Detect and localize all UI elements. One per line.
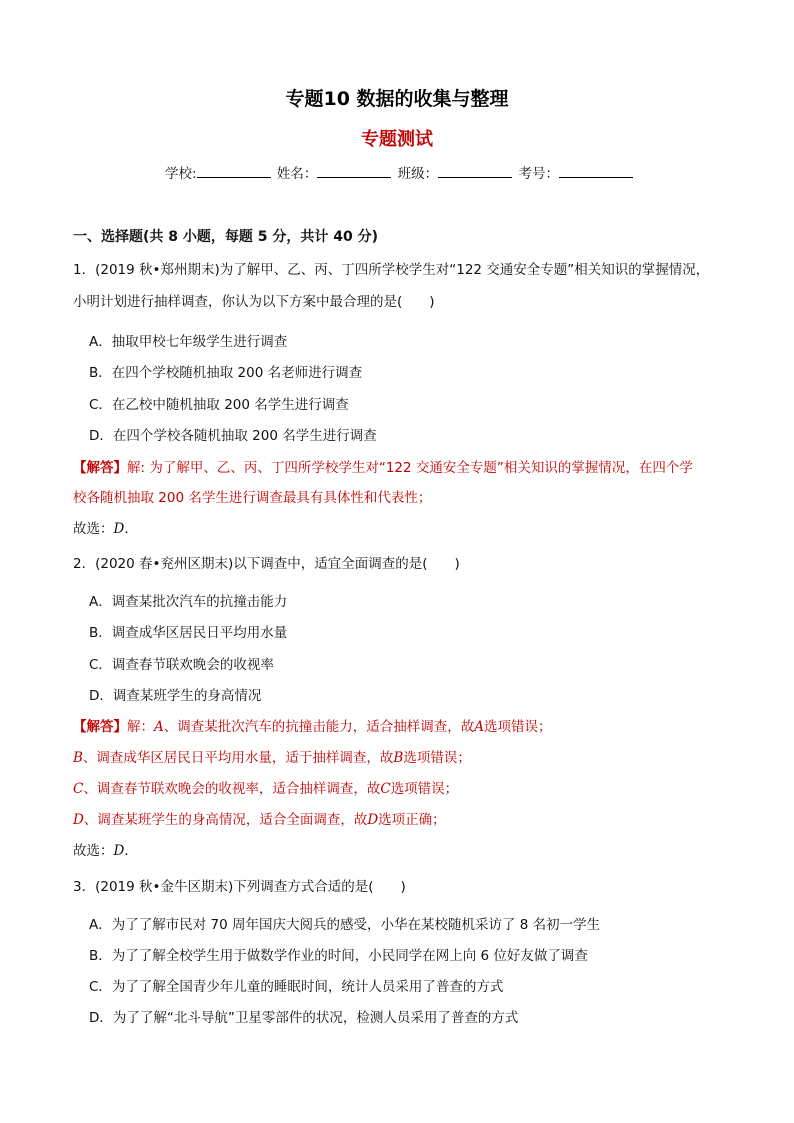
question-2-choice xyxy=(73,839,138,859)
option-letter: B xyxy=(73,750,83,766)
answer-end: 选项正确； xyxy=(378,812,446,828)
question-2-answer-line-b xyxy=(73,746,471,766)
question-3-option-a: A．为了了解市民对 70 周年国庆大阅兵的感受，小华在某校随机采访了 8 名初一学生 xyxy=(89,917,601,933)
question-1-option-c: C．在乙校中随机抽取 200 名学生进行调查 xyxy=(89,397,349,413)
question-3-option-c: C．为了了解全国青少年儿童的睡眠时间，统计人员采用了普查的方式 xyxy=(89,979,504,995)
question-1-line-1: 1．(2019 秋•郑州期末)为了解甲、乙、丙、丁四所学校学生对“122 交通安全专题”相关知识的掌握情况， xyxy=(73,262,710,278)
name-blank xyxy=(317,163,391,178)
option-letter: D xyxy=(73,812,84,828)
question-2-option-b: B．调查成华区居民日平均用水量 xyxy=(89,625,288,641)
option-letter: C xyxy=(73,781,84,797)
choice-letter: D xyxy=(113,843,125,859)
question-1-answer-line-1 xyxy=(73,456,693,476)
answer-text: 、调查某批次汽车的抗撞击能力，适合抽样调查，故 xyxy=(163,719,475,735)
choice-prefix: 故选： xyxy=(73,521,114,537)
name-label: 姓名： xyxy=(276,166,318,182)
question-2-option-c: C．调查春节联欢晚会的收视率 xyxy=(89,657,274,673)
answer-prefix: 解： xyxy=(127,719,154,735)
question-2-line-1: 2．(2020 春•兖州区期末)以下调查中，适宜全面调查的是( ) xyxy=(73,556,460,572)
question-1-option-d: D．在四个学校各随机抽取 200 名学生进行调查 xyxy=(89,428,377,444)
class-blank xyxy=(438,163,512,178)
option-letter: C xyxy=(380,781,391,797)
answer-end: 选项错误； xyxy=(390,781,459,797)
school-blank xyxy=(197,163,271,178)
student-info-row xyxy=(165,162,635,182)
option-letter: B xyxy=(393,750,404,766)
question-1-answer-line-2: 校各随机抽取 200 名学生进行调查最具有具体性和代表性； xyxy=(73,490,432,506)
question-2-answer-line-d xyxy=(73,808,446,828)
answer-text: 、调查成华区居民日平均用水量，适于抽样调查，故 xyxy=(82,750,394,766)
answer-end: 选项错误； xyxy=(484,719,552,735)
class-label: 班级： xyxy=(397,166,439,182)
choice-suffix: ． xyxy=(124,521,138,537)
option-letter: D xyxy=(367,812,379,828)
question-2-option-d: D．调查某班学生的身高情况 xyxy=(89,688,262,704)
choice-prefix: 故选： xyxy=(73,843,114,859)
page-subtitle: 专题测试 xyxy=(361,129,433,150)
answer-end: 选项错误； xyxy=(403,750,471,766)
school-label: 学校: xyxy=(165,166,197,182)
question-3-option-b: B．为了了解全校学生用于做数学作业的时间，小民同学在网上向 6 位好友做了调查 xyxy=(89,948,588,964)
page-title: 专题10 数据的收集与整理 xyxy=(285,88,509,110)
choice-suffix: ． xyxy=(124,843,138,859)
answer-text: 、调查某班学生的身高情况，适合全面调查，故 xyxy=(83,812,368,828)
answer-text: 解: 为了解甲、乙、丙、丁四所学校学生对“122 交通安全专题”相关知识的掌握情况，在四个学 xyxy=(127,460,693,476)
question-1-line-2: 小明计划进行抽样调查，你认为以下方案中最合理的是( ) xyxy=(73,294,435,310)
question-2-answer-line-c xyxy=(73,777,458,797)
question-2-answer-line-a xyxy=(73,715,552,735)
exam-number-label: 考号： xyxy=(518,166,559,182)
exam-number-blank xyxy=(559,163,633,178)
answer-text: 、调查春节联欢晚会的收视率，适合抽样调查，故 xyxy=(83,781,381,797)
question-1-option-b: B．在四个学校随机抽取 200 名老师进行调查 xyxy=(89,365,363,381)
question-3-option-d: D．为了了解“北斗导航”卫星零部件的状况，检测人员采用了普查的方式 xyxy=(89,1010,519,1026)
choice-letter: D xyxy=(113,521,125,537)
question-1-choice xyxy=(73,517,138,537)
question-1-option-a: A．抽取甲校七年级学生进行调查 xyxy=(89,334,288,350)
section-heading: 一、选择题(共 8 小题，每题 5 分，共计 40 分) xyxy=(73,229,379,245)
answer-tag: 【解答】 xyxy=(73,719,127,735)
question-3-line-1: 3．(2019 秋•金牛区期末)下列调查方式合适的是( ) xyxy=(73,879,406,895)
option-letter: A xyxy=(474,719,484,735)
answer-tag: 【解答】 xyxy=(73,460,127,476)
question-2-option-a: A．调查某批次汽车的抗撞击能力 xyxy=(89,594,288,610)
option-letter: A xyxy=(154,719,164,735)
